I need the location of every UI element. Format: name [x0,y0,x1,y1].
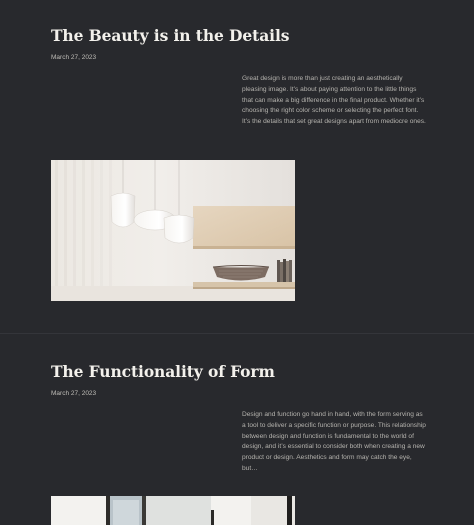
books [277,259,292,282]
post-card [0,334,474,525]
post-date: March 27, 2023 [51,54,97,61]
post-excerpt: Design and function go hand in hand, with the form serving as a tool to deliver a specific function or purpose. This relationship between design and function is fundamental to the world of design, and it’s essential to consider both when creating a new product or design. Aesthetics and form may catch the eye, but… [242,411,426,472]
post-featured-image[interactable] [51,160,295,301]
post-excerpt: Great design is more than just creating an aesthetically pleasing image. It’s about paying attention to the little things that can make a big difference in the final product. Whether it’s choosing the right color scheme or selecting the perfect font. It’s the details that set great designs apart from mediocre ones. [242,75,426,126]
post-featured-image[interactable] [51,496,295,525]
wood-cabinet [193,206,295,248]
post-title-link[interactable]: The Beauty is in the Details [51,26,290,45]
post-title-link[interactable]: The Functionality of Form [51,362,275,381]
wood-shelf [193,282,295,287]
post-date: March 27, 2023 [51,390,97,397]
